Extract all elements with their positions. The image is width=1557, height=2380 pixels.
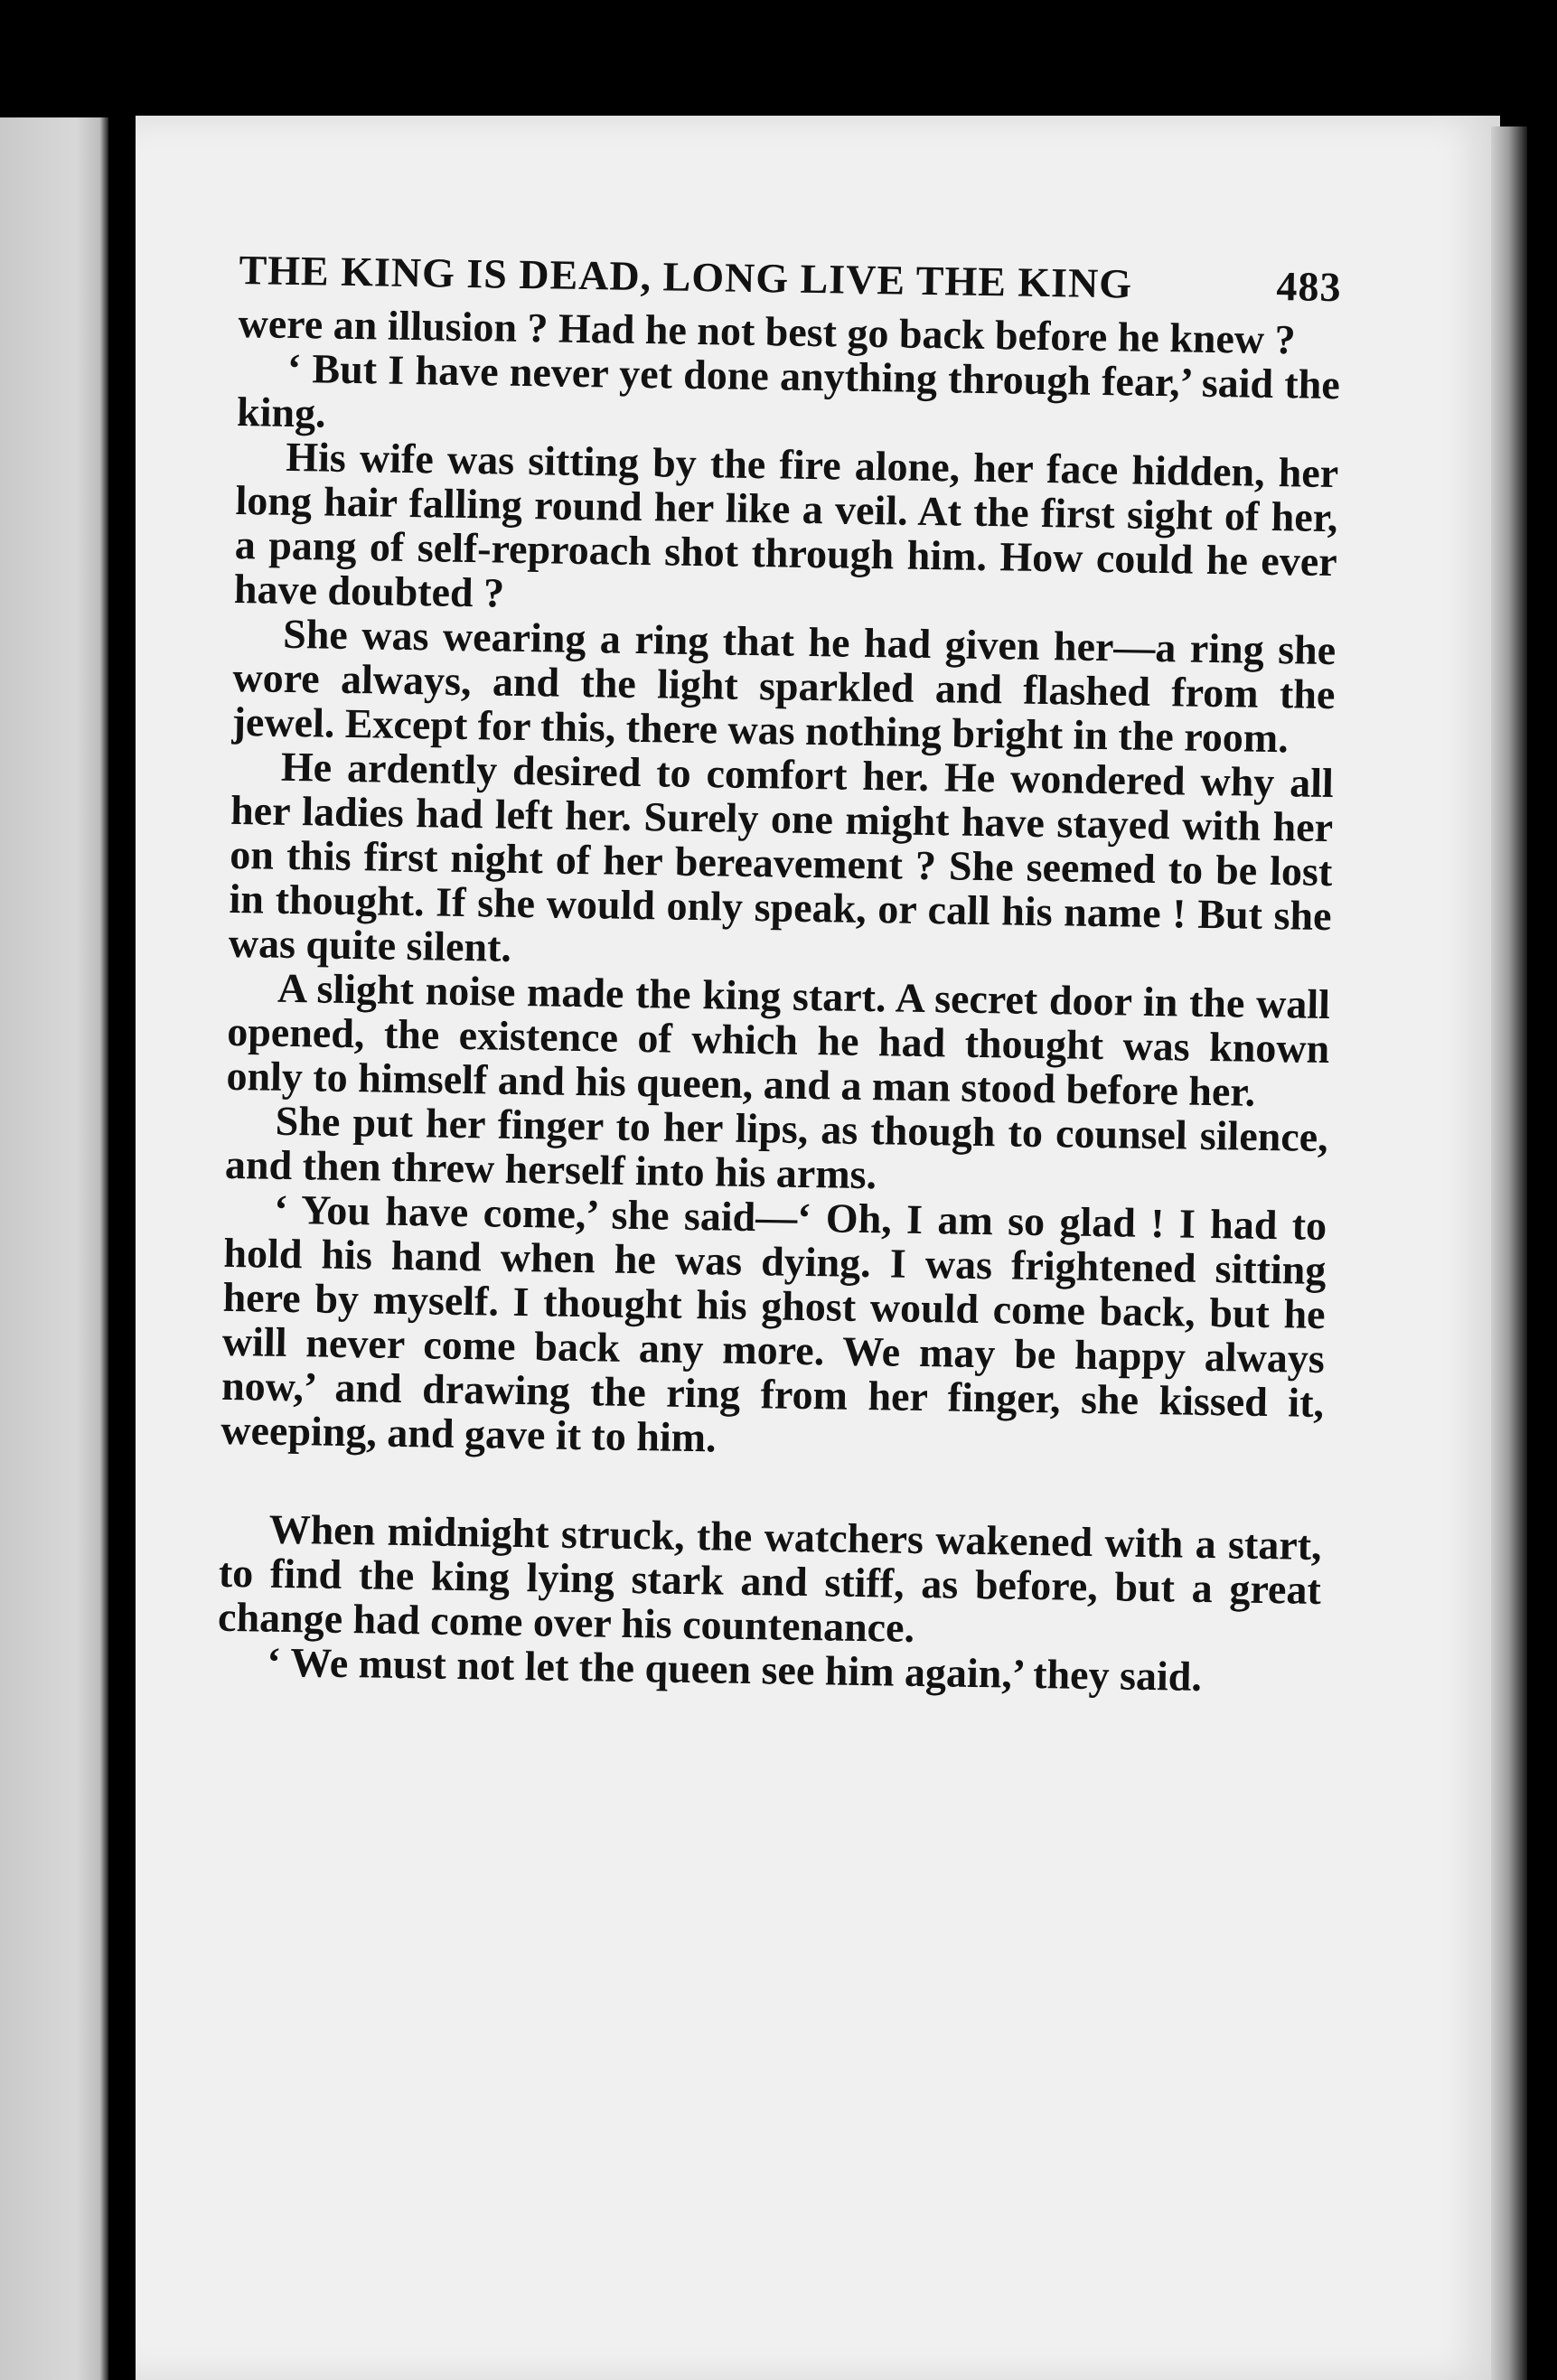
paragraph: She was wearing a ring that he had given her—a ring she wore always, and the light sparkled and flashed from the jewel. Except for this, there was nothing bright in the room. — [231, 610, 1337, 762]
book-spine-edge — [0, 117, 108, 2380]
paragraph: She put her finger to her lips, as though to counsel silence, and then threw herself into his arms. — [224, 1097, 1329, 1198]
page-right-edge — [1491, 126, 1527, 2380]
paragraph: When midnight struck, the watchers wakened with a start, to find the king lying stark and stiff, as before, but a great change had come over his countenance. — [217, 1505, 1322, 1651]
page-text-block — [217, 246, 1342, 1701]
running-title: THE KING IS DEAD, LONG LIVE THE KING — [239, 246, 1133, 307]
paragraph: He ardently desired to comfort her. He wondered why all her ladies had left her. Surely one might have stayed with her on this first night of her bereavement ? She seemed to be lost in thought. If she would only speak, or call his name ! But she was quite silent. — [228, 743, 1335, 970]
paragraph: ‘ We must not let the queen see him again,’ they said. — [266, 1638, 1203, 1700]
paragraph: His wife was sitting by the fire alone, her face hidden, her long hair falling round her like a veil. At the first sight of her, a pang of self-reproach shot through him. How could he ever have doubted ? — [233, 433, 1339, 616]
page-number: 483 — [1276, 263, 1342, 311]
paragraph: A slight noise made the king start. A secret door in the wall opened, the existence of which he had thought was known only to himself and his queen, and a man stood before her. — [226, 964, 1331, 1115]
paragraph: ‘ You have come,’ she said—‘ Oh, I am so glad ! I had to hold his hand when he was dying. I was frightened sitting here by myself. I thought his ghost would come back, but he will never come back any more. We may be happy always now,’ and drawing the ring from her finger, she kissed it, weeping, and gave it to him. — [220, 1185, 1327, 1461]
paragraph: ‘ But I have never yet done anything through fear,’ said the king. — [236, 344, 1341, 436]
paragraph: were an illusion ? Had he not best go back before he knew ? — [238, 299, 1297, 363]
